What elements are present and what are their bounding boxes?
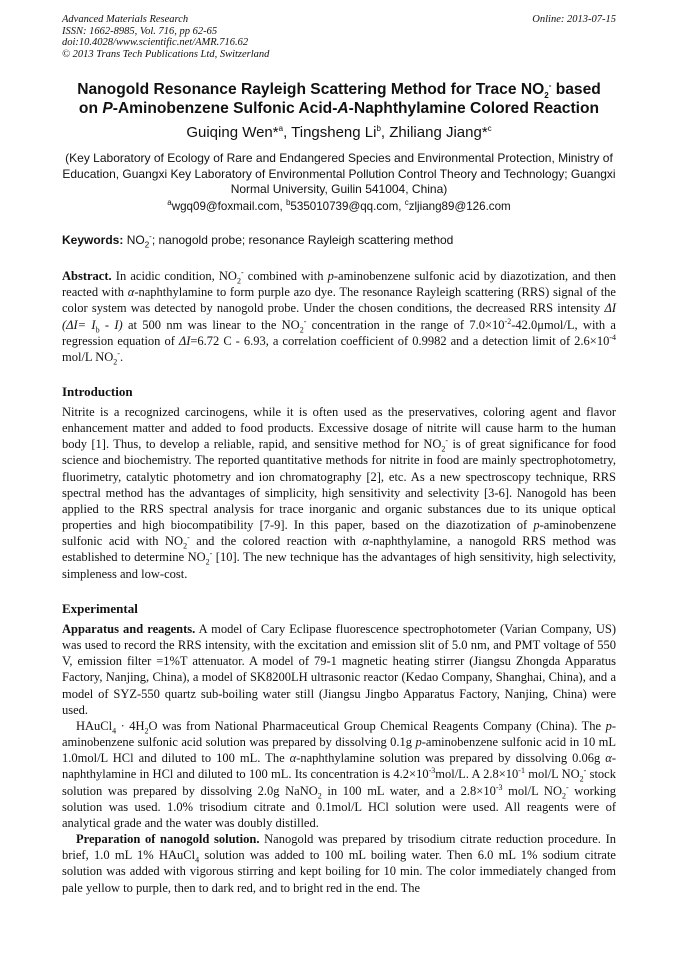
italic: α: [362, 534, 369, 549]
abstract-text: concentration in the range of 7.0×10: [306, 317, 505, 332]
body-text: [10]. The new technique has the advantages of high sensitivity, high selectivity, simpleness and low-cost.: [62, 550, 617, 581]
online-date: Online: 2013-07-15: [532, 14, 616, 25]
keywords: [62, 232, 616, 250]
body-text: O was from National Pharmaceutical Group Chemical Reagents Company (China). The: [148, 718, 606, 733]
italic: ΔI: [178, 333, 191, 348]
body-text: stock solution was prepared by dissolving 2.0g NaNO: [62, 767, 616, 798]
italic: ΔI (ΔI= I: [62, 301, 616, 332]
body-text: HAuCl: [76, 718, 113, 733]
sup: -: [240, 267, 244, 277]
paragraph-label: Apparatus and reagents.: [62, 622, 196, 636]
email-link[interactable]: zljiang89@126.com: [408, 200, 511, 213]
keyword-sup: -: [149, 232, 152, 241]
title-italic: A: [337, 100, 349, 117]
sub: 2: [299, 325, 304, 335]
author-mark: a: [278, 124, 284, 133]
paragraph-label: Preparation of nanogold solution.: [76, 832, 260, 847]
body-text: mol/L. A 2.8×10: [435, 767, 519, 782]
abstract-text: .: [119, 350, 124, 365]
abstract-text: mol/L NO: [62, 350, 114, 365]
author-name: Guiqing Wen*: [186, 124, 279, 141]
title-sub: 2: [544, 91, 549, 101]
body-text: working solution was used. 1.0% trisodium citrate and 0.1mol/L HCl solution were used. All reagents were of analytical grade and the water was doubly distilled.: [62, 783, 616, 830]
body-text: and the colored reaction with: [189, 534, 363, 549]
sup: -: [187, 533, 190, 543]
title-text: based: [551, 81, 601, 98]
sub: 2: [561, 791, 566, 801]
paper-title: [40, 80, 638, 118]
author-mark: b: [376, 124, 381, 133]
body-text: -naphthylamine solution was prepared by dissolving 0.06g: [296, 751, 606, 766]
email-mark: a: [167, 198, 172, 208]
sub: 2: [113, 357, 118, 367]
body-text: -aminobenzene sulfonic acid solution was prepared by dissolving 0.1g: [62, 718, 616, 750]
copyright-line: © 2013 Trans Tech Publications Ltd, Switzerland: [62, 48, 270, 60]
body-text: -naphthylamine, a nanogold RRS method was established to determine NO: [62, 534, 616, 565]
sup: -3: [495, 782, 503, 792]
preparation-paragraph: [62, 831, 616, 896]
body-text: A model of Cary Eclipase fluorescence spectrophotometer (Varian Company, US) was used to record the RRS intensity, with the excitation and emission slit of 5.0 nm, and PMT voltage of 550 V, emission filter =1%T attenuator. A model of 79-1 magnetic heating stirrer (Jiangsu Zhongda Apparatus Factory, Nanjing, China), a model of SK8200LH ultrasonic reactor (Kedao Company, Shanghai, China), and a model of SYZ-550 quartz sub-boiling water still (Jiangsu Jingbo Apparatus Factory, Nanjing, China) were used.: [62, 622, 617, 717]
body-text: is of great significance for food science and biochemistry. The reported quantitative methods for nitrite in food are mainly spectrophotometry, fluorimetry, catalytic photometry and ion chromatography [2], etc. As a new spectroscopy technique, RRS spectral method has the advantages of simplicity, high sensitivity and selectivity [3-6]. Nanogold has been applied to the RRS spectral analysis for trace inorganic and organic substances due to its unique optical properties and high biocompatibility [7-9]. In this paper, based on the diazotization of: [62, 437, 617, 533]
sup: -: [209, 549, 213, 559]
abstract-label: Abstract.: [62, 269, 112, 283]
sup: -4: [609, 332, 616, 342]
email-mark: c: [404, 198, 409, 208]
sup: -: [565, 782, 569, 792]
abstract-text: combined with: [243, 269, 328, 283]
sub: 2: [579, 774, 584, 784]
journal-header: [62, 14, 616, 60]
sub: 2: [144, 726, 149, 736]
sup: -: [303, 316, 307, 326]
italic: p: [533, 518, 540, 533]
experimental-body: [62, 621, 616, 896]
author-mark: c: [487, 124, 492, 133]
journal-name: Advanced Materials Research: [62, 14, 189, 25]
title-italic: P: [102, 100, 113, 117]
introduction-body: [62, 404, 616, 582]
title-sup: -: [548, 80, 552, 90]
sup: -: [117, 348, 120, 358]
apparatus-paragraph: [62, 621, 616, 718]
italic: - I): [99, 317, 123, 332]
body-text: · 4H: [116, 718, 145, 733]
author-name: , Tingsheng Li: [283, 124, 377, 141]
abstract-text: at 500 nm was linear to the NO: [122, 317, 300, 332]
sub: b: [95, 325, 100, 335]
author-list: [40, 124, 638, 142]
italic: p: [415, 735, 422, 750]
sup: -3: [428, 766, 436, 776]
email-list: [40, 200, 638, 213]
body-text: in 100 mL water, and a 2.8×10: [321, 783, 496, 798]
body-text: Nanogold was prepared by trisodium citrate reduction procedure. In brief, 1.0 mL 1% HAuCl: [62, 832, 616, 863]
body-text: Nitrite is a recognized carcinogens, while it is often used as the preservatives, coloring agent and flavor enhancement matter and added to food products. Excessive dosage of nitrite will cause harm to the human body [1]. Thus, to develop a reliable, rapid, and sensitive method for NO: [62, 405, 616, 452]
body-text: mol/L NO: [502, 783, 562, 798]
italic: p: [327, 269, 334, 283]
issn-line: ISSN: 1662-8985, Vol. 716, pp 62-65: [62, 25, 218, 37]
section-heading-experimental: Experimental: [62, 601, 138, 616]
title-text: on: [78, 100, 103, 117]
italic: α: [605, 751, 612, 766]
body-text: solution was added to 100 mL boiling water. Then 6.0 mL 1% sodium citrate solution was added with vigorous stirring and kept boiling for 10 min. The color immediately changed from pale yellow to purple, then to dark red, and to bright red in the end. The: [62, 848, 616, 895]
keyword-sub: 2: [144, 240, 150, 250]
body-text: -aminobenzene sulfonic acid in 10 mL 1.0mol/L HCl and diluted to 100 mL. The: [62, 735, 616, 766]
sup: -2: [504, 316, 512, 326]
sub: 4: [112, 726, 117, 736]
sub: 2: [205, 557, 210, 567]
sub: 2: [183, 541, 188, 551]
sub: 2: [317, 791, 322, 801]
abstract-text: -aminobenzene sulfonic acid by diazotization, and then reacted with: [62, 269, 617, 300]
abstract-text: In acidic condition, NO: [111, 269, 237, 283]
doi-line: doi:10.4028/www.scientific.net/AMR.716.62: [62, 37, 249, 49]
email-mark: b: [285, 198, 291, 208]
italic: p: [605, 718, 612, 733]
keyword-text: ; nanogold probe; resonance Rayleigh scattering method: [151, 233, 454, 247]
author-name: , Zhiliang Jiang*: [380, 124, 488, 141]
keywords-label: Keywords:: [62, 233, 127, 247]
sub: 4: [195, 855, 200, 865]
reagents-paragraph: [62, 718, 616, 831]
italic: α: [289, 751, 297, 766]
abstract: [62, 268, 616, 365]
email-link[interactable]: wgq09@foxmail.com,: [171, 200, 286, 213]
sup: -1: [518, 766, 525, 776]
title-text: -Aminobenzene Sulfonic Acid-: [112, 100, 338, 117]
body-text: -naphthylamine in HCl and diluted to 100 mL. Its concentration is 4.2×10: [62, 751, 616, 782]
abstract-text: =6.72 C - 6.93, a correlation coefficient of 0.9982 and a detection limit of 2.6×10: [190, 333, 610, 348]
abstract-text: -naphthylamine to form purple azo dye. The resonance Rayleigh scattering (RRS) signal of the color system was detected by nanogold probe. Under the chosen conditions, the decreased RRS intensity: [62, 285, 616, 316]
body-text: mol/L NO: [524, 767, 580, 782]
title-text: Nanogold Resonance Rayleigh Scattering Method for Trace NO: [77, 81, 545, 98]
affiliation: (Key Laboratory of Ecology of Rare and Endangered Species and Environmental Protection, Ministry of Education, Guangxi Key Laboratory of Environmental Pollution Control Theory and Technology; Guangxi Normal University, Guilin 541004, China): [62, 151, 616, 197]
email-link[interactable]: 535010739@qq.com,: [290, 200, 405, 213]
italic: α: [127, 285, 135, 300]
sub: 2: [441, 444, 446, 454]
section-heading-introduction: Introduction: [62, 384, 133, 399]
abstract-text: -42.0μmol/L, with a regression equation of: [62, 317, 616, 348]
sup: -: [445, 436, 449, 446]
keyword-text: NO: [126, 233, 145, 247]
title-text: -Naphthylamine Colored Reaction: [348, 100, 600, 117]
body-text: -aminobenzene sulfonic acid with NO: [62, 518, 616, 549]
sup: -: [583, 766, 587, 776]
sub: 2: [236, 276, 241, 286]
